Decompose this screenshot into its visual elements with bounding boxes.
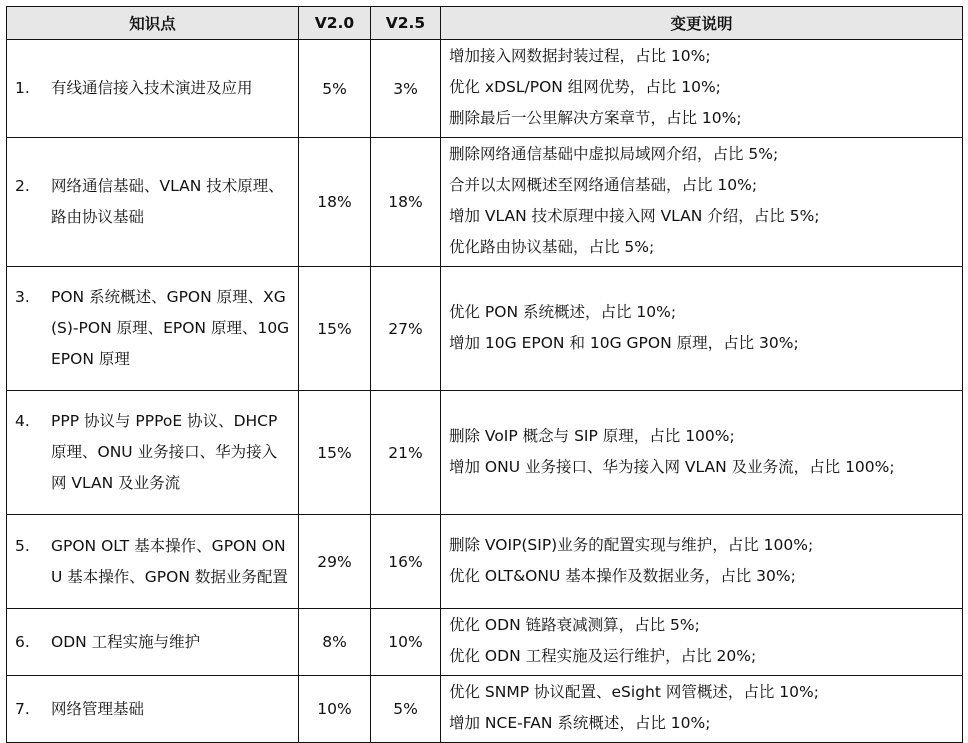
- v20-cell: 8%: [299, 609, 371, 676]
- header-change: 变更说明: [441, 7, 963, 40]
- v25-cell: 3%: [371, 40, 441, 138]
- v20-cell: 29%: [299, 515, 371, 609]
- v20-cell: 15%: [299, 267, 371, 391]
- change-line: 增加 10G EPON 和 10G GPON 原理，占比 30%;: [449, 333, 799, 352]
- v20-cell: 5%: [299, 40, 371, 138]
- change-line: 优化 ODN 工程实施及运行维护，占比 20%;: [449, 647, 757, 665]
- change-cell: [441, 609, 963, 676]
- topic-cell: [7, 515, 299, 609]
- table-row: [7, 267, 963, 391]
- table-header: [7, 7, 963, 40]
- change-line: 删除网络通信基础中虚拟局域网介绍，占比 5%;: [449, 145, 779, 163]
- topic-text: 有线通信接入技术演进及应用: [51, 79, 253, 97]
- change-cell: [441, 40, 963, 138]
- change-cell: [441, 138, 963, 267]
- topic-number: 2.: [15, 177, 30, 195]
- change-line: 优化 xDSL/PON 组网优势，占比 10%;: [449, 78, 721, 96]
- topic-number: 1.: [15, 79, 30, 97]
- v25-cell: 5%: [371, 676, 441, 743]
- v20-cell: 15%: [299, 391, 371, 515]
- change-line: 删除最后一公里解决方案章节，占比 10%;: [449, 109, 742, 127]
- table-row: [7, 138, 963, 267]
- change-line: 优化路由协议基础，占比 5%;: [449, 238, 655, 256]
- topic-cell: [7, 138, 299, 267]
- header-row: [7, 7, 963, 40]
- change-line: 删除 VOIP(SIP)业务的配置实现与维护，占比 100%;: [449, 535, 814, 554]
- topic-cell: [7, 676, 299, 743]
- topic-cell: [7, 391, 299, 515]
- topic-wrapper: [15, 73, 290, 104]
- table-body: [7, 40, 963, 743]
- change-line: 增加 NCE-FAN 系统概述，占比 10%;: [449, 714, 711, 732]
- v20-cell: 10%: [299, 676, 371, 743]
- topic-text: 网络通信基础、VLAN 技术原理、路由协议基础: [51, 177, 284, 226]
- topic-cell: [7, 40, 299, 138]
- table-row: [7, 391, 963, 515]
- topic-text: PPP 协议与 PPPoE 协议、DHCP 原理、ONU 业务接口、华为接入网 VLAN 及业务流: [51, 412, 278, 492]
- topic-text: GPON OLT 基本操作、GPON ONU 基本操作、GPON 数据业务配置: [51, 536, 288, 586]
- topic-number: 6.: [15, 632, 30, 651]
- topic-wrapper: [15, 694, 290, 725]
- v25-cell: 16%: [371, 515, 441, 609]
- change-line: 优化 SNMP 协议配置、eSight 网管概述，占比 10%;: [449, 683, 819, 701]
- v25-cell: 18%: [371, 138, 441, 267]
- change-line: 优化 OLT&ONU 基本操作及数据业务，占比 30%;: [449, 566, 796, 585]
- topic-number: 5.: [15, 536, 30, 555]
- change-line: 优化 PON 系统概述，占比 10%;: [449, 302, 677, 321]
- topic-wrapper: [15, 171, 290, 233]
- header-topic: 知识点: [7, 7, 299, 40]
- v25-cell: 21%: [371, 391, 441, 515]
- topic-wrapper: [15, 531, 290, 593]
- table-row: [7, 676, 963, 743]
- topic-text: PON 系统概述、GPON 原理、XG(S)-PON 原理、EPON 原理、10G EPON 原理: [51, 288, 290, 368]
- topic-text: 网络管理基础: [51, 699, 145, 718]
- topic-wrapper: [15, 406, 290, 499]
- header-v25: V2.5: [371, 7, 441, 40]
- topic-wrapper: [15, 627, 290, 658]
- change-table: [6, 6, 963, 743]
- v20-cell: 18%: [299, 138, 371, 267]
- change-line: 增加 ONU 业务接口、华为接入网 VLAN 及业务流，占比 100%;: [449, 457, 895, 476]
- topic-number: 4.: [15, 412, 30, 430]
- topic-cell: [7, 267, 299, 391]
- change-cell: [441, 391, 963, 515]
- change-line: 优化 ODN 链路衰减测算，占比 5%;: [449, 616, 700, 634]
- topic-cell: [7, 609, 299, 676]
- topic-number: 7.: [15, 699, 30, 718]
- v25-cell: 27%: [371, 267, 441, 391]
- header-v20: V2.0: [299, 7, 371, 40]
- change-line: 合并以太网概述至网络通信基础，占比 10%;: [449, 176, 758, 194]
- table-row: [7, 40, 963, 138]
- table-row: [7, 609, 963, 676]
- change-line: 增加 VLAN 技术原理中接入网 VLAN 介绍，占比 5%;: [449, 207, 820, 225]
- change-line: 删除 VoIP 概念与 SIP 原理，占比 100%;: [449, 426, 735, 445]
- topic-wrapper: [15, 282, 290, 375]
- topic-number: 3.: [15, 288, 30, 306]
- table-row: [7, 515, 963, 609]
- change-cell: [441, 515, 963, 609]
- change-cell: [441, 676, 963, 743]
- change-cell: [441, 267, 963, 391]
- document-page: [6, 6, 963, 743]
- topic-text: ODN 工程实施与维护: [51, 632, 201, 651]
- change-line: 增加接入网数据封装过程，占比 10%;: [449, 47, 711, 65]
- v25-cell: 10%: [371, 609, 441, 676]
